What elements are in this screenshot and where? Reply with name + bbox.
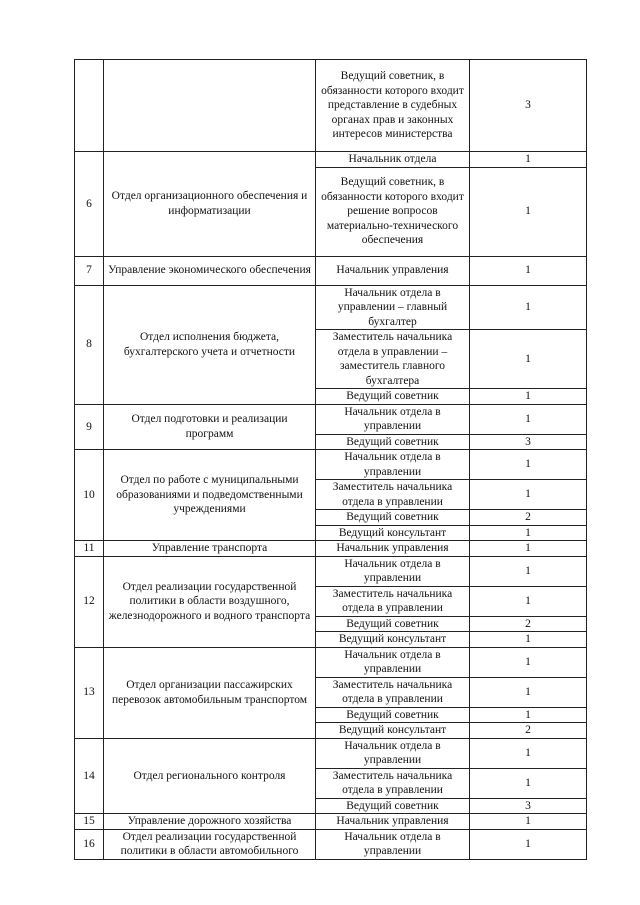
position-title: Ведущий советник xyxy=(316,510,470,526)
unit-name: Управление дорожного хозяйства xyxy=(104,814,316,830)
row-number: 10 xyxy=(75,450,104,541)
unit-name xyxy=(104,60,316,152)
position-count: 2 xyxy=(470,510,587,526)
row-number: 12 xyxy=(75,556,104,647)
position-title: Начальник управления xyxy=(316,256,470,285)
table-row xyxy=(75,556,587,586)
position-count: 2 xyxy=(470,723,587,739)
position-count: 1 xyxy=(470,404,587,434)
row-number xyxy=(75,60,104,152)
position-title: Ведущий консультант xyxy=(316,525,470,541)
row-number: 15 xyxy=(75,814,104,830)
table-row xyxy=(75,814,587,830)
table-row xyxy=(75,541,587,557)
table-row xyxy=(75,256,587,285)
position-title: Заместитель начальника отдела в управлении – заместитель главного бухгалтера xyxy=(316,330,470,389)
position-title: Ведущий советник, в обязанности которого входит представление в судебных органах прав и законных интересов министерства xyxy=(316,60,470,152)
position-count: 2 xyxy=(470,616,587,632)
row-number: 8 xyxy=(75,285,104,404)
position-title: Заместитель начальника отдела в управлении xyxy=(316,480,470,510)
position-title: Ведущий консультант xyxy=(316,632,470,648)
position-count: 3 xyxy=(470,434,587,450)
position-title: Ведущий советник xyxy=(316,616,470,632)
row-number: 14 xyxy=(75,738,104,814)
position-title: Начальник управления xyxy=(316,814,470,830)
position-title: Начальник отдела в управлении xyxy=(316,404,470,434)
position-count: 1 xyxy=(470,285,587,330)
position-title: Заместитель начальника отдела в управлении xyxy=(316,768,470,798)
position-count: 1 xyxy=(470,450,587,480)
unit-name: Отдел по работе с муниципальными образованиями и подведомственными учреждениями xyxy=(104,450,316,541)
row-number: 9 xyxy=(75,404,104,450)
position-count: 1 xyxy=(470,525,587,541)
position-count: 3 xyxy=(470,60,587,152)
unit-name: Отдел реализации государственной политики в области воздушного, железнодорожного и водного транспорта xyxy=(104,556,316,647)
position-count: 1 xyxy=(470,480,587,510)
position-count: 1 xyxy=(470,632,587,648)
position-title: Ведущий советник xyxy=(316,707,470,723)
table-row xyxy=(75,285,587,330)
position-title: Заместитель начальника отдела в управлении xyxy=(316,677,470,707)
position-count: 1 xyxy=(470,330,587,389)
unit-name: Отдел организации пассажирских перевозок автомобильным транспортом xyxy=(104,647,316,738)
position-title: Ведущий советник xyxy=(316,434,470,450)
position-count: 1 xyxy=(470,586,587,616)
position-title: Начальник отдела в управлении – главный бухгалтер xyxy=(316,285,470,330)
unit-name: Отдел регионального контроля xyxy=(104,738,316,814)
position-title: Ведущий советник xyxy=(316,798,470,814)
position-title: Начальник отдела в управлении xyxy=(316,647,470,677)
table-row xyxy=(75,647,587,677)
row-number: 13 xyxy=(75,647,104,738)
unit-name: Отдел подготовки и реализации программ xyxy=(104,404,316,450)
position-title: Начальник отдела в управлении xyxy=(316,738,470,768)
position-count: 1 xyxy=(470,152,587,168)
table-row xyxy=(75,404,587,434)
row-number: 7 xyxy=(75,256,104,285)
row-number: 11 xyxy=(75,541,104,557)
unit-name: Отдел организационного обеспечения и информатизации xyxy=(104,152,316,257)
position-title: Начальник отдела в управлении xyxy=(316,450,470,480)
unit-name: Управление транспорта xyxy=(104,541,316,557)
table-row xyxy=(75,152,587,168)
row-number: 16 xyxy=(75,829,104,859)
position-title: Начальник отдела xyxy=(316,152,470,168)
unit-name: Отдел реализации государственной политики в области автомобильного xyxy=(104,829,316,859)
table-row xyxy=(75,738,587,768)
position-count: 1 xyxy=(470,768,587,798)
staff-table xyxy=(74,59,587,860)
position-count: 1 xyxy=(470,738,587,768)
table-row xyxy=(75,829,587,859)
position-count: 1 xyxy=(470,167,587,256)
position-title: Начальник управления xyxy=(316,541,470,557)
staff-table-body xyxy=(75,60,587,860)
table-row xyxy=(75,60,587,152)
position-title: Заместитель начальника отдела в управлении xyxy=(316,586,470,616)
position-title: Ведущий советник xyxy=(316,389,470,405)
position-count: 1 xyxy=(470,677,587,707)
position-title: Ведущий советник, в обязанности которого входит решение вопросов материально-технического обеспечения xyxy=(316,167,470,256)
position-count: 1 xyxy=(470,829,587,859)
table-row xyxy=(75,450,587,480)
position-count: 1 xyxy=(470,541,587,557)
position-count: 1 xyxy=(470,389,587,405)
position-title: Начальник отдела в управлении xyxy=(316,829,470,859)
position-title: Начальник отдела в управлении xyxy=(316,556,470,586)
position-count: 1 xyxy=(470,707,587,723)
row-number: 6 xyxy=(75,152,104,257)
position-count: 1 xyxy=(470,647,587,677)
position-count: 1 xyxy=(470,256,587,285)
unit-name: Отдел исполнения бюджета, бухгалтерского учета и отчетности xyxy=(104,285,316,404)
position-title: Ведущий консультант xyxy=(316,723,470,739)
position-count: 1 xyxy=(470,556,587,586)
position-count: 3 xyxy=(470,798,587,814)
position-count: 1 xyxy=(470,814,587,830)
unit-name: Управление экономического обеспечения xyxy=(104,256,316,285)
